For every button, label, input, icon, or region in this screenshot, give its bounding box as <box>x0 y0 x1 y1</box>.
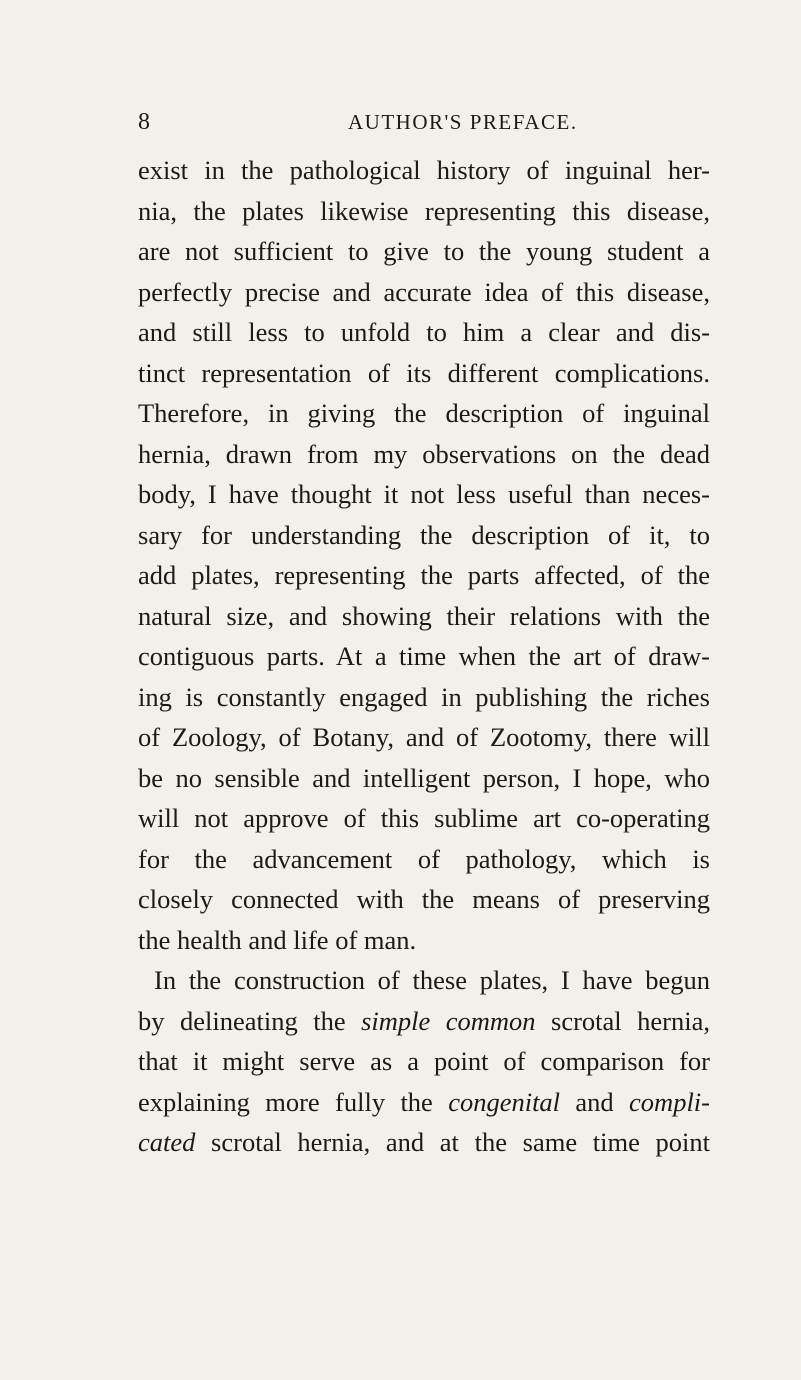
text-line: are not sufficient to give to the young student a <box>138 236 710 266</box>
text-line: perfectly precise and accurate idea of this disease, <box>138 276 710 307</box>
text-line: will not approve of this sublime art co-operating <box>138 803 710 833</box>
text-run: scrotal hernia, <box>535 1005 710 1036</box>
page-number: 8 <box>138 109 150 135</box>
paragraph-end-line: the health and life of man. <box>138 924 417 955</box>
text-line: sary for understanding the description of it, to <box>138 519 710 550</box>
italic-term: cated <box>138 1127 196 1157</box>
italic-term: compli- <box>629 1086 710 1117</box>
italic-term: simple common <box>361 1005 536 1036</box>
italic-term: congenital <box>448 1086 561 1117</box>
text-line: nia, the plates likewise representing this disease, <box>138 195 710 226</box>
running-title: AUTHOR'S PREFACE. <box>348 110 578 134</box>
text-line: closely connected with the means of preserving <box>138 884 710 914</box>
text-line: and still less to unfold to him a clear and dis- <box>138 317 710 347</box>
text-line: tinct representation of its different complications. <box>138 357 710 388</box>
text-line: be no sensible and intelligent person, I hope, who <box>138 762 710 793</box>
text-run: and <box>560 1086 630 1117</box>
running-head <box>138 107 720 137</box>
text-line: hernia, drawn from my observations on the dead <box>138 438 710 469</box>
text-line: contiguous parts. At a time when the art of draw- <box>138 641 710 671</box>
text-line: body, I have thought it not less useful than neces- <box>138 479 710 509</box>
text-line: of Zoology, of Botany, and of Zootomy, there will <box>138 722 710 752</box>
text-run: by delineating the <box>138 1005 362 1036</box>
text-line: add plates, representing the parts affected, of the <box>138 560 710 590</box>
text-line: for the advancement of pathology, which is <box>138 843 710 874</box>
body-text <box>138 150 710 1163</box>
text-line <box>138 1001 710 1042</box>
text-run: explaining more fully the <box>138 1086 449 1117</box>
text-line: that it might serve as a point of comparison for <box>138 1046 710 1076</box>
text-line: Therefore, in giving the description of inguinal <box>138 398 710 428</box>
text-line <box>138 1082 710 1123</box>
text-line <box>138 1122 710 1163</box>
text-run: scrotal hernia, and at the same time point <box>195 1127 710 1157</box>
text-line: exist in the pathological history of inguinal her- <box>138 155 710 185</box>
paragraph-start-line: In the construction of these plates, I have begun <box>154 965 710 995</box>
text-line: ing is constantly engaged in publishing the riches <box>138 681 710 712</box>
text-line: natural size, and showing their relations with the <box>138 600 710 631</box>
